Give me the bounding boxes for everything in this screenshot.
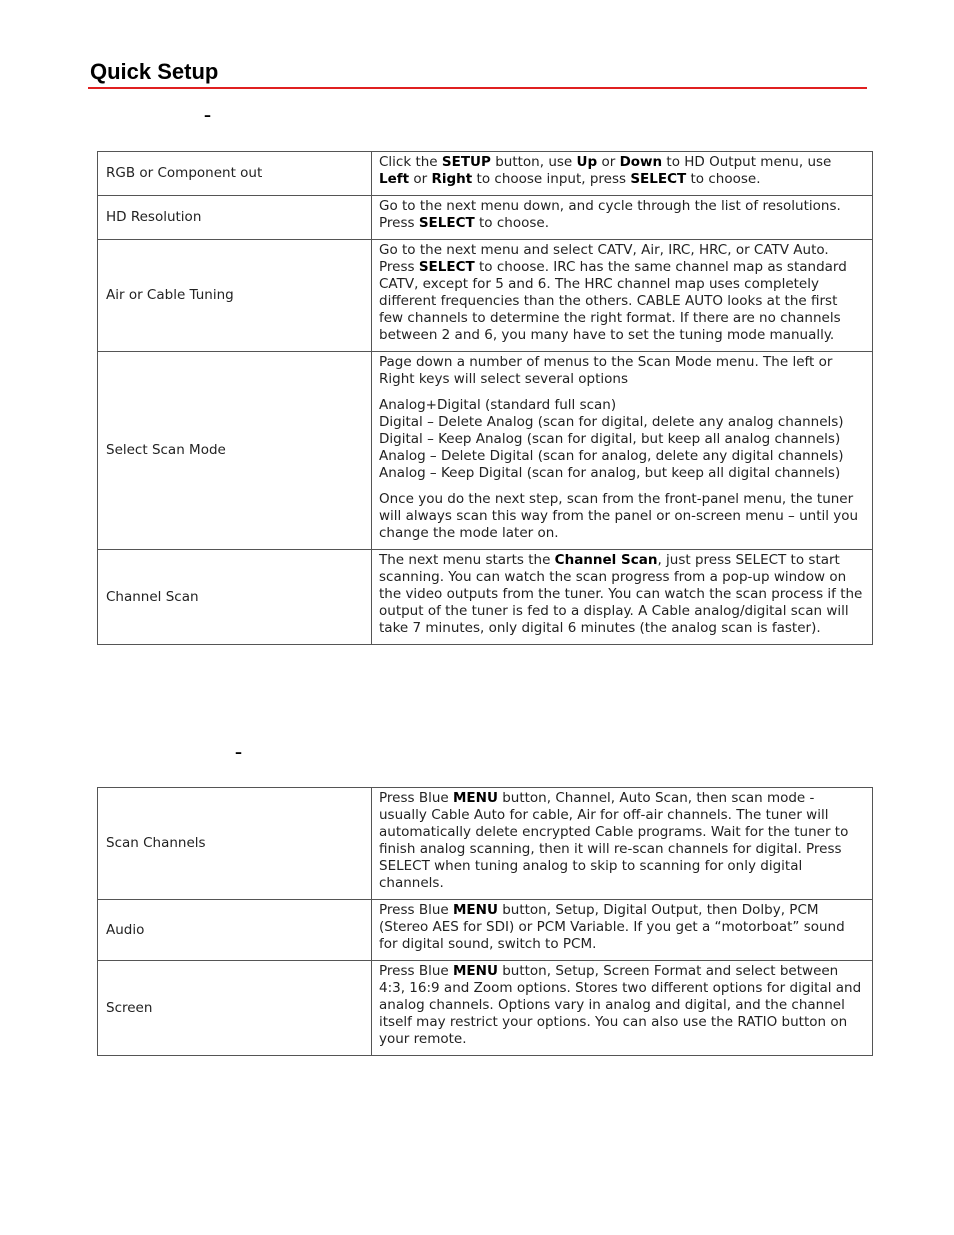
table-row	[98, 961, 873, 1056]
table-row	[98, 152, 873, 196]
text-run: , just press SELECT to start scanning. You can watch the scan progress from a pop-up window on the video outputs from the tuner. You can watch the scan process if the output of the tuner is fed to a display. A Cable analog/digital scan will take 7 minutes, only digital 6 minutes (the analog scan is faster).	[379, 552, 863, 636]
table-row	[98, 196, 873, 240]
quick-setup-table-2	[97, 787, 873, 1056]
row-description	[372, 550, 873, 645]
quick-setup-table-1	[97, 151, 873, 645]
scan-mode-option: Analog – Delete Digital (scan for analog, delete any digital channels)	[379, 448, 844, 464]
text-run: button, Setup, Digital Output, then Dolby, PCM (Stereo AES for SDI) or PCM Variable. If you get a “motorboat” sound for digital sound, switch to PCM.	[379, 902, 845, 952]
text-run: to choose. IRC has the same channel map as standard CATV, except for 5 and 6. The HRC channel map uses completely different frequencies than the others. CABLE AUTO looks at the first few channels to determine the right format. If there are no channels between 2 and 6, you many have to set the tuning mode manually.	[379, 259, 847, 343]
text-run: Once you do the next step, scan from the front-panel menu, the tuner will always scan this way from the panel or on-screen menu – until you change the mode later on.	[379, 491, 859, 541]
description-paragraph	[379, 552, 865, 637]
description-paragraph	[379, 154, 865, 188]
text-run: Go to the next menu down, and cycle through the list of resolutions. Press	[379, 198, 841, 231]
text-run: to choose.	[474, 215, 549, 231]
description-paragraph	[379, 902, 865, 953]
row-label: Scan Channels	[98, 788, 372, 900]
text-run: to choose input, press	[472, 171, 631, 187]
row-description	[372, 961, 873, 1056]
text-run: button, Setup, Screen Format and select between 4:3, 16:9 and Zoom options. Stores two different options for digital and analog channels. Options vary in analog and digital, and the channel itself may restrict your options. You can also use the RATIO button on your remote.	[379, 963, 862, 1047]
bold-term: SELECT	[418, 215, 475, 231]
row-description	[372, 900, 873, 961]
section-2-marker: –	[235, 745, 242, 761]
bold-term: Down	[619, 154, 663, 170]
table-row	[98, 788, 873, 900]
text-run: The next menu starts the	[379, 552, 555, 568]
table-row	[98, 240, 873, 352]
row-label: RGB or Component out	[98, 152, 372, 196]
description-paragraph	[379, 242, 865, 344]
row-label: Audio	[98, 900, 372, 961]
row-description	[372, 352, 873, 550]
text-run: Click the	[379, 154, 442, 170]
row-description	[372, 788, 873, 900]
description-paragraph	[379, 963, 865, 1048]
text-run: button, use	[490, 154, 577, 170]
page-title: Quick Setup	[90, 59, 219, 84]
text-run: Press Blue	[379, 902, 453, 918]
scan-mode-option: Analog+Digital (standard full scan)	[379, 397, 617, 413]
bold-term: SELECT	[630, 171, 687, 187]
bold-term: SELECT	[418, 259, 475, 275]
bold-term: Right	[431, 171, 473, 187]
row-label: Air or Cable Tuning	[98, 240, 372, 352]
bold-term: Channel Scan	[554, 552, 658, 568]
scan-mode-option: Digital – Keep Analog (scan for digital, but keep all analog channels)	[379, 431, 841, 447]
title-underline	[88, 87, 867, 89]
table-row	[98, 352, 873, 550]
text-run: to HD Output menu, use	[662, 154, 832, 170]
section-1-marker: –	[204, 108, 211, 124]
description-paragraph	[379, 354, 865, 388]
text-run: Page down a number of menus to the Scan Mode menu. The left or Right keys will select several options	[379, 354, 833, 387]
table-row	[98, 550, 873, 645]
description-paragraph	[379, 198, 865, 232]
text-run: Press Blue	[379, 790, 453, 806]
text-run: Go to the next menu and select CATV, Air, IRC, HRC, or CATV Auto. Press	[379, 242, 829, 275]
row-description	[372, 240, 873, 352]
table-row	[98, 900, 873, 961]
text-run: or	[597, 154, 620, 170]
description-paragraph	[379, 491, 865, 542]
description-paragraph	[379, 790, 865, 892]
bold-term: MENU	[453, 963, 498, 979]
row-label: Screen	[98, 961, 372, 1056]
text-run: Press Blue	[379, 963, 453, 979]
bold-term: MENU	[453, 790, 498, 806]
row-description	[372, 196, 873, 240]
row-label: Select Scan Mode	[98, 352, 372, 550]
text-run: button, Channel, Auto Scan, then scan mode - usually Cable Auto for cable, Air for off-air channels. The tuner will automatically delete encrypted Cable programs. Wait for the tuner to finish analog scanning, then it will re-scan channels for digital. Press SELECT when tuning analog to skip to scanning for only digital channels.	[379, 790, 849, 891]
description-paragraph	[379, 397, 865, 482]
bold-term: MENU	[453, 902, 498, 918]
text-run: to choose.	[686, 171, 761, 187]
row-label: Channel Scan	[98, 550, 372, 645]
text-run: or	[409, 171, 432, 187]
scan-mode-option: Digital – Delete Analog (scan for digital, delete any analog channels)	[379, 414, 844, 430]
bold-term: Up	[576, 154, 598, 170]
bold-term: SETUP	[441, 154, 491, 170]
scan-mode-option: Analog – Keep Digital (scan for analog, but keep all digital channels)	[379, 465, 841, 481]
row-label: HD Resolution	[98, 196, 372, 240]
bold-term: Left	[379, 171, 410, 187]
row-description	[372, 152, 873, 196]
